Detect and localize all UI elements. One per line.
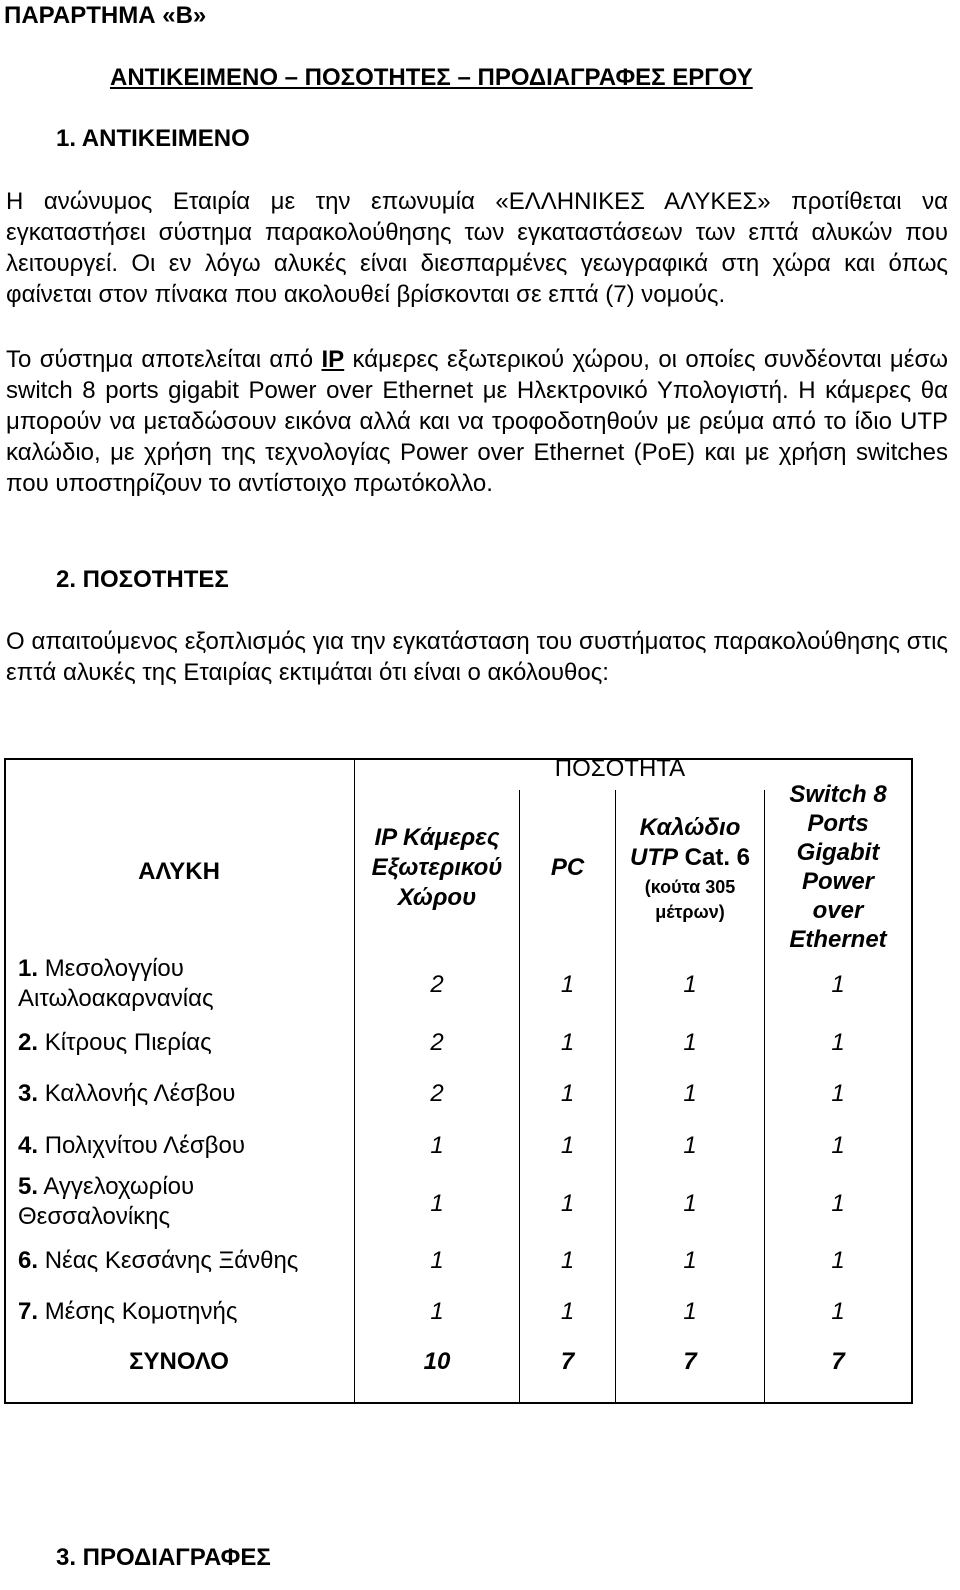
header-line: μέτρων) bbox=[655, 902, 725, 922]
row-number: 6. bbox=[18, 1247, 39, 1274]
section-heading-object: 1. ΑΝΤΙΚΕΙΜΕΝΟ bbox=[56, 125, 250, 152]
appendix-title: ΠΑΡΑΡΤΗΜΑ «Β» bbox=[4, 2, 207, 29]
cameras-value: 1 bbox=[430, 1247, 444, 1274]
paragraph-object-intro: Η ανώνυμος Εταιρία με την επωνυμία «ΕΛΛΗΝΙΚΕΣ ΑΛΥΚΕΣ» προτίθεται να εγκαταστήσει σύστημα παρακολούθησης των εγκαταστάσεων των επτά αλυκών που λειτουργεί. Οι εν λόγω αλυκές είναι διεσπαρμένες γεωγραφικά στη χώρα και όπως φαίνεται στον πίνακα που ακολουθεί βρίσκονται σε επτά (7) νομούς. bbox=[6, 188, 948, 308]
paragraph-text-part: Το σύστημα αποτελείται από bbox=[6, 346, 322, 373]
cameras-value: 2 bbox=[430, 1080, 444, 1107]
column-header-pc: PC bbox=[550, 854, 585, 881]
column-header-salt: ΑΛΥΚΗ bbox=[138, 858, 220, 885]
header-line: Ethernet bbox=[789, 926, 887, 953]
table-border-left bbox=[4, 758, 6, 1404]
column-header-cameras bbox=[355, 823, 519, 913]
switch-value: 1 bbox=[831, 1080, 845, 1107]
header-line: Χώρου bbox=[397, 884, 477, 911]
table-border-top bbox=[4, 758, 913, 760]
pc-value: 1 bbox=[560, 1132, 575, 1159]
row-number: 4. bbox=[18, 1132, 39, 1159]
salt-name-line: Θεσσαλονίκης bbox=[18, 1203, 171, 1230]
row-number: 5. bbox=[18, 1173, 39, 1200]
table-row-salt-name bbox=[18, 1079, 348, 1109]
header-line bbox=[616, 843, 764, 873]
pc-value: 1 bbox=[560, 1247, 575, 1274]
cable-value: 1 bbox=[683, 1029, 697, 1056]
total-switch: 7 bbox=[831, 1348, 845, 1375]
table-row-salt-name bbox=[18, 1297, 348, 1327]
row-number: 1. bbox=[18, 955, 39, 982]
salt-name: Πολιχνίτου Λέσβου bbox=[44, 1132, 245, 1159]
cable-value: 1 bbox=[683, 1132, 697, 1159]
section-heading-specifications: 3. ΠΡΟΔΙΑΓΡΑΦΕΣ bbox=[56, 1544, 271, 1571]
pc-value: 1 bbox=[560, 1190, 575, 1217]
cameras-value: 1 bbox=[430, 1190, 444, 1217]
total-cameras: 10 bbox=[423, 1348, 451, 1375]
header-cat: Cat. 6 bbox=[684, 844, 751, 871]
quantity-group-header: ΠΟΣΟΤΗΤΑ bbox=[554, 755, 686, 782]
header-line: (κούτα 305 bbox=[644, 877, 736, 897]
table-row-salt-name bbox=[18, 954, 348, 1014]
cameras-value: 1 bbox=[430, 1298, 444, 1325]
switch-value: 1 bbox=[831, 1132, 845, 1159]
table-row-salt-name bbox=[18, 1172, 348, 1232]
header-line: IP Κάμερες bbox=[374, 824, 500, 851]
table-border-right bbox=[911, 758, 913, 1404]
row-number: 7. bbox=[18, 1298, 39, 1325]
cable-value: 1 bbox=[683, 1080, 697, 1107]
salt-name-line bbox=[18, 954, 348, 984]
total-label: ΣΥΝΟΛΟ bbox=[129, 1348, 229, 1375]
column-header-cable bbox=[616, 813, 764, 923]
switch-value: 1 bbox=[831, 1190, 845, 1217]
table-row-salt-name bbox=[18, 1131, 348, 1161]
header-line: over bbox=[812, 897, 864, 924]
paragraph-equipment-intro: Ο απαιτούμενος εξοπλισμός για την εγκατάσταση του συστήματος παρακολούθησης στις επτά αλυκές της Εταιρίας εκτιμάται ότι είναι ο ακόλουθος: bbox=[6, 628, 948, 686]
cable-value: 1 bbox=[683, 1298, 697, 1325]
cameras-value: 1 bbox=[430, 1132, 444, 1159]
header-line: Switch 8 bbox=[789, 781, 887, 808]
cameras-value: 2 bbox=[430, 971, 444, 998]
cameras-value: 2 bbox=[430, 1029, 444, 1056]
column-header-switch bbox=[765, 780, 911, 954]
paragraph-system-description bbox=[6, 344, 948, 499]
switch-value: 1 bbox=[831, 971, 845, 998]
salt-name: Μέσης Κομοτηνής bbox=[44, 1298, 238, 1325]
document-title: ΑΝΤΙΚΕΙΜΕΝΟ – ΠΟΣΟΤΗΤΕΣ – ΠΡΟΔΙΑΓΡΑΦΕΣ ΕΡΓΟΥ bbox=[110, 64, 753, 91]
header-line: Ports bbox=[807, 810, 869, 837]
row-number: 3. bbox=[18, 1080, 39, 1107]
table-border-bottom bbox=[4, 1402, 913, 1404]
header-line: Gigabit bbox=[796, 839, 880, 866]
salt-name: Νέας Κεσσάνης Ξάνθης bbox=[44, 1247, 299, 1274]
header-line: Power bbox=[801, 868, 875, 895]
header-line: Καλώδιο bbox=[639, 814, 741, 841]
pc-value: 1 bbox=[560, 1080, 575, 1107]
pc-value: 1 bbox=[560, 1298, 575, 1325]
salt-name-line: Αιτωλοακαρνανίας bbox=[18, 985, 214, 1012]
switch-value: 1 bbox=[831, 1298, 845, 1325]
section-heading-quantities: 2. ΠΟΣΟΤΗΤΕΣ bbox=[56, 566, 229, 593]
row-number: 2. bbox=[18, 1029, 39, 1056]
switch-value: 1 bbox=[831, 1029, 845, 1056]
total-cable: 7 bbox=[683, 1348, 697, 1375]
cable-value: 1 bbox=[683, 1247, 697, 1274]
pc-value: 1 bbox=[560, 1029, 575, 1056]
salt-name: Κίτρους Πιερίας bbox=[44, 1029, 212, 1056]
switch-value: 1 bbox=[831, 1247, 845, 1274]
quantities-table bbox=[4, 755, 913, 1404]
header-line: Εξωτερικού bbox=[371, 854, 503, 881]
salt-name-line bbox=[18, 1172, 348, 1202]
total-pc: 7 bbox=[560, 1348, 575, 1375]
cable-value: 1 bbox=[683, 1190, 697, 1217]
salt-name: Καλλονής Λέσβου bbox=[44, 1080, 236, 1107]
table-row-salt-name bbox=[18, 1246, 348, 1276]
salt-name: Μεσολογγίου bbox=[44, 955, 184, 982]
salt-name: Αγγελοχωρίου bbox=[43, 1173, 195, 1200]
ip-underlined-term: IP bbox=[321, 346, 345, 373]
cable-value: 1 bbox=[683, 971, 697, 998]
paragraph-text-part: κάμερες εξωτερικού χώρου, οι οποίες συνδέονται μέσω switch 8 ports gigabit Power over Ethernet με Ηλεκτρονικό Υπολογιστή. Η κάμερες θα μπορούν να μεταδώσουν εικόνα αλλά και να τροφοδοτηθούν με ρεύμα από το ίδιο UTP καλώδιο, με χρήση της τεχνολογίας Power over Ethernet (PoE) και με χρήση switches που υποστηρίζουν το αντίστοιχο πρωτόκολλο. bbox=[6, 346, 949, 497]
table-row-salt-name bbox=[18, 1028, 348, 1058]
pc-value: 1 bbox=[560, 971, 575, 998]
header-utp: UTP bbox=[629, 844, 678, 871]
